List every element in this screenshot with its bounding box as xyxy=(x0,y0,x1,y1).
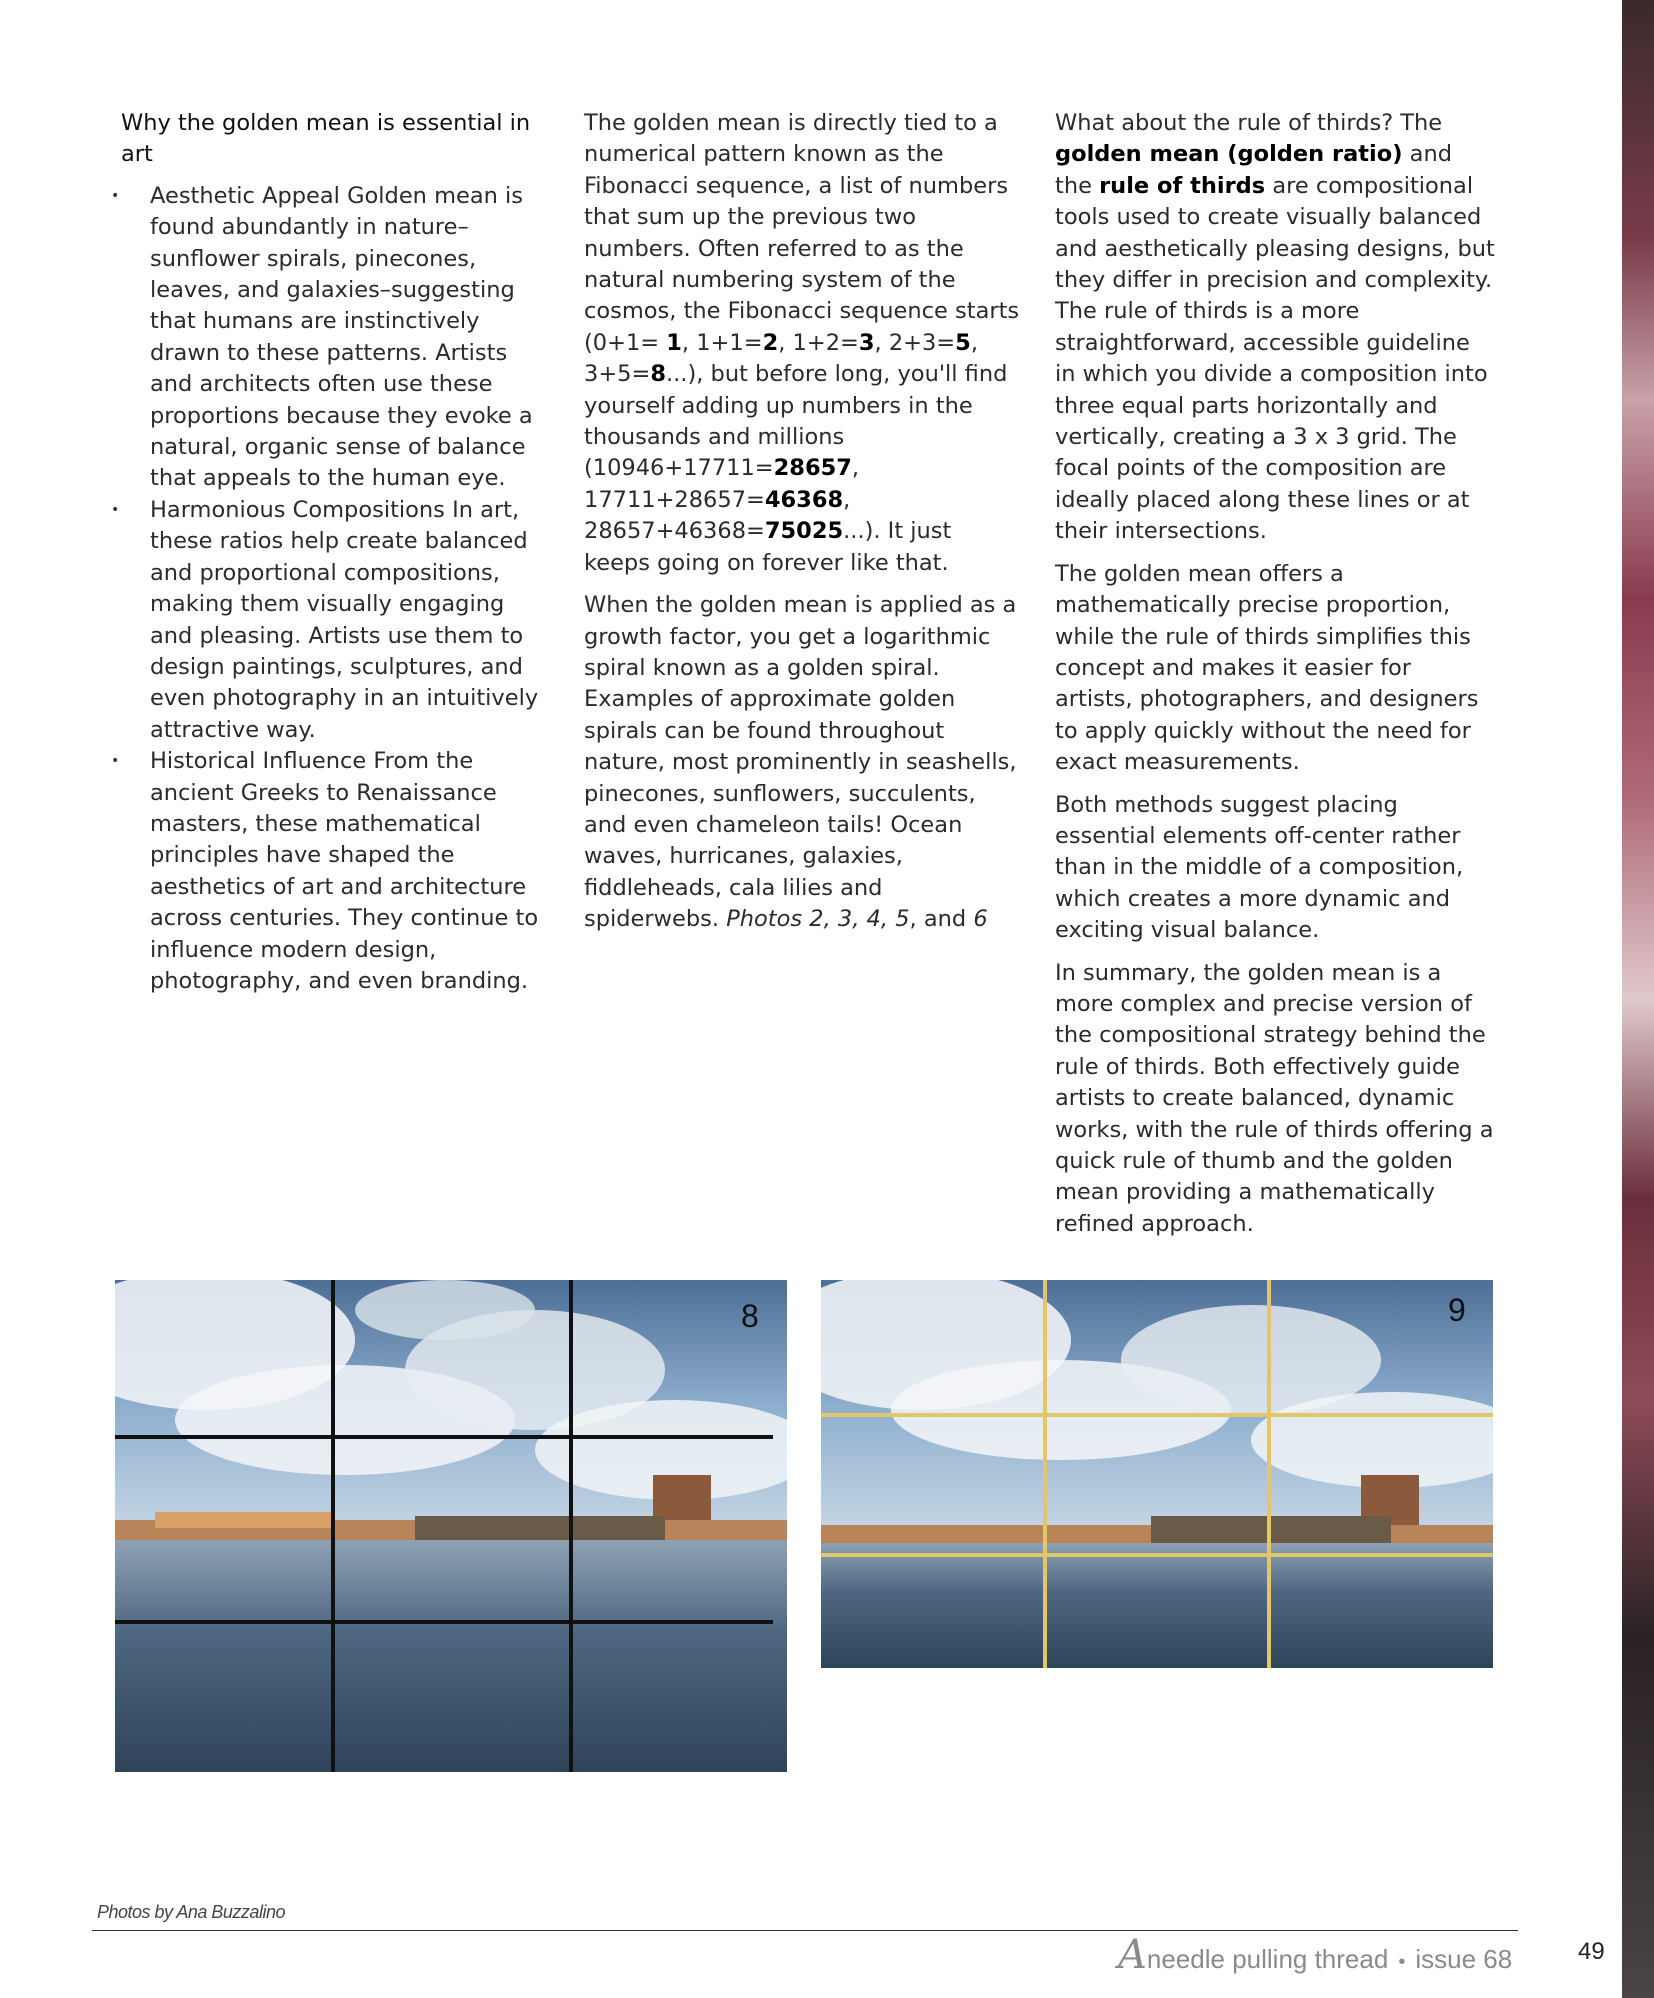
photo-credit: Photos by Ana Buzzalino xyxy=(97,1902,285,1922)
bullet-title: Aesthetic Appeal xyxy=(150,182,340,209)
bullet-icon: • xyxy=(111,753,120,770)
text-run: , 17711+28657= xyxy=(584,455,860,513)
page-number: 49 xyxy=(1578,1938,1605,1965)
text-run: , 1+2= xyxy=(778,329,859,356)
bullet-item xyxy=(111,181,553,495)
fib-number: 46368 xyxy=(764,486,844,513)
fib-number: 75025 xyxy=(764,518,844,545)
text-run: , 28657+46368= xyxy=(584,486,851,545)
paragraph: The golden mean offers a mathematically precise proportion, while the rule of thirds simplifies this concept and makes it easier for artists, photographers, and designers to apply quickly without the need for exact measurements. xyxy=(1055,560,1479,776)
text-run: and the xyxy=(1055,141,1452,199)
fib-number: 1 xyxy=(666,329,682,356)
bullet-title: Harmonious Compositions xyxy=(150,496,445,523)
bullet-title: Historical Influence xyxy=(150,748,367,775)
highlight-term: rule of thirds xyxy=(1099,172,1266,199)
footer-rule xyxy=(92,1930,1518,1931)
highlight-term: golden mean (golden ratio) xyxy=(1055,141,1403,168)
fib-number: 5 xyxy=(955,329,971,356)
text-run: ...), but before long, you'll find yourself adding up numbers in the thousands and millions (10946+17711= xyxy=(584,361,1008,482)
paragraph: Both methods suggest placing essential elements off-center rather than in the middle of a composition, which creates a more dynamic and exciting visual balance. xyxy=(1055,791,1464,944)
issue-label: issue 68 xyxy=(1415,1944,1513,1974)
fib-number: 8 xyxy=(650,361,666,388)
bullet-text: From the ancient Greeks to Renaissance masters, these mathematical principles have shaped the aesthetics of art and architecture across centuries. They continue to influence modern design, photography, and even branding. xyxy=(150,748,539,994)
text-run: Photos xyxy=(726,906,803,933)
text-run: ...). It just keeps going on forever like that. xyxy=(584,518,952,576)
text-run: What about the rule of thirds? The xyxy=(1055,110,1443,136)
bullet-icon: • xyxy=(111,501,120,518)
bullet-item xyxy=(111,495,553,746)
text-run: are compositional tools used to create visually balanced and aesthetically pleasing designs, but they differ in precision and complexity. The rule of thirds is a more straightforward, accessible guideline in which you divide a composition into three equal parts horizontally and vertically, creating a 3 x 3 grid. The focal points of the composition are ideally placed along these lines or at their intersections. xyxy=(1055,172,1495,545)
text-run: , 3+5= xyxy=(584,329,978,388)
text-run: and xyxy=(923,906,967,933)
harbor-photo xyxy=(115,1280,787,1772)
fib-number: 28657 xyxy=(773,455,852,482)
photos-reference: Photos 2, 3, 4, 5 xyxy=(726,906,910,933)
golden-spiral-paragraph: When the golden mean is applied as a growth factor, you get a logarithmic spiral known as a golden spiral. Examples of approximate golden spirals can be found throughout nature, most prominently in seashells, pinecones, sunflowers, succulents, and even chameleon tails! Ocean waves, hurricanes, galaxies, fiddleheads, cala lilies and spiderwebs. Photos 2, 3, 4, 5, and 6 xyxy=(584,592,1017,933)
section-heading: Why the golden mean is essential in art xyxy=(121,110,531,168)
bullet-list xyxy=(111,181,553,998)
bullet-item xyxy=(111,746,553,997)
text-run: The golden mean is directly tied to a numerical pattern known as the Fibonacci sequence, a list of numbers that sum up the previous two numbers. Often referred to as the natural numbering system of the cosmos, the Fibonacci sequence starts (0+1= xyxy=(584,110,1020,356)
edge-photo-strip xyxy=(1622,0,1654,1998)
bullet-text: In art, these ratios help create balanced and proportional compositions, making them visually engaging and pleasing. Artists use them to design paintings, sculptures, and even photography in an intuitively attractive way. xyxy=(150,496,539,743)
photo-ref: 6 xyxy=(973,906,988,933)
bullet-text: Golden mean is found abundantly in nature–sunflower spirals, pinecones, leaves, and galaxies–suggesting that humans are instinctively drawn to these patterns. Artists and architects often use these proportions because they evoke a natural, organic sense of balance that appeals to the human eye. xyxy=(150,182,533,492)
fibonacci-paragraph xyxy=(584,108,1024,579)
photo-ref: 5 xyxy=(895,906,910,933)
separator-dot: • xyxy=(1398,1951,1406,1973)
harbor-photo xyxy=(821,1280,1493,1668)
photo-ref: 4 xyxy=(866,906,881,933)
text-run: , 1+1= xyxy=(681,329,763,356)
column-right xyxy=(1055,108,1495,1251)
photo-number: 8 xyxy=(741,1298,759,1334)
text-run: , 2+3= xyxy=(874,329,956,356)
photo-golden-grid xyxy=(115,1280,787,1772)
fib-number: 3 xyxy=(858,329,875,356)
column-middle xyxy=(584,108,1024,947)
magazine-title: needle pulling thread xyxy=(1146,1944,1389,1974)
photo-rule-of-thirds xyxy=(821,1280,1493,1668)
photo-ref: 2 xyxy=(809,906,824,933)
summary-paragraph: In summary, the golden mean is a more complex and precise version of the compositional strategy behind the rule of thirds. Both effectively guide artists to create balanced, dynamic works, with the rule of thirds offering a quick rule of thumb and the golden mean providing a mathematically refined approach. xyxy=(1055,959,1494,1237)
text-run: When the golden mean is applied as a growth factor, you get a logarithmic spiral known as a golden spiral. Examples of approximate golden spirals can be found throughout nature, most prominently in seashells, pinecones, sunflowers, succulents, and even chameleon tails! Ocean waves, hurricanes, galaxies, fiddleheads, cala lilies and spiderwebs. xyxy=(584,592,1017,933)
bullet-icon: • xyxy=(111,187,120,204)
column-left xyxy=(111,108,553,997)
fib-number: 2 xyxy=(762,329,779,356)
photo-number: 9 xyxy=(1448,1292,1466,1328)
rule-of-thirds-paragraph xyxy=(1055,108,1495,548)
photo-ref: 3 xyxy=(837,906,853,933)
magazine-footer xyxy=(1118,1932,1512,1978)
logo-letter: A xyxy=(1118,1932,1147,1978)
